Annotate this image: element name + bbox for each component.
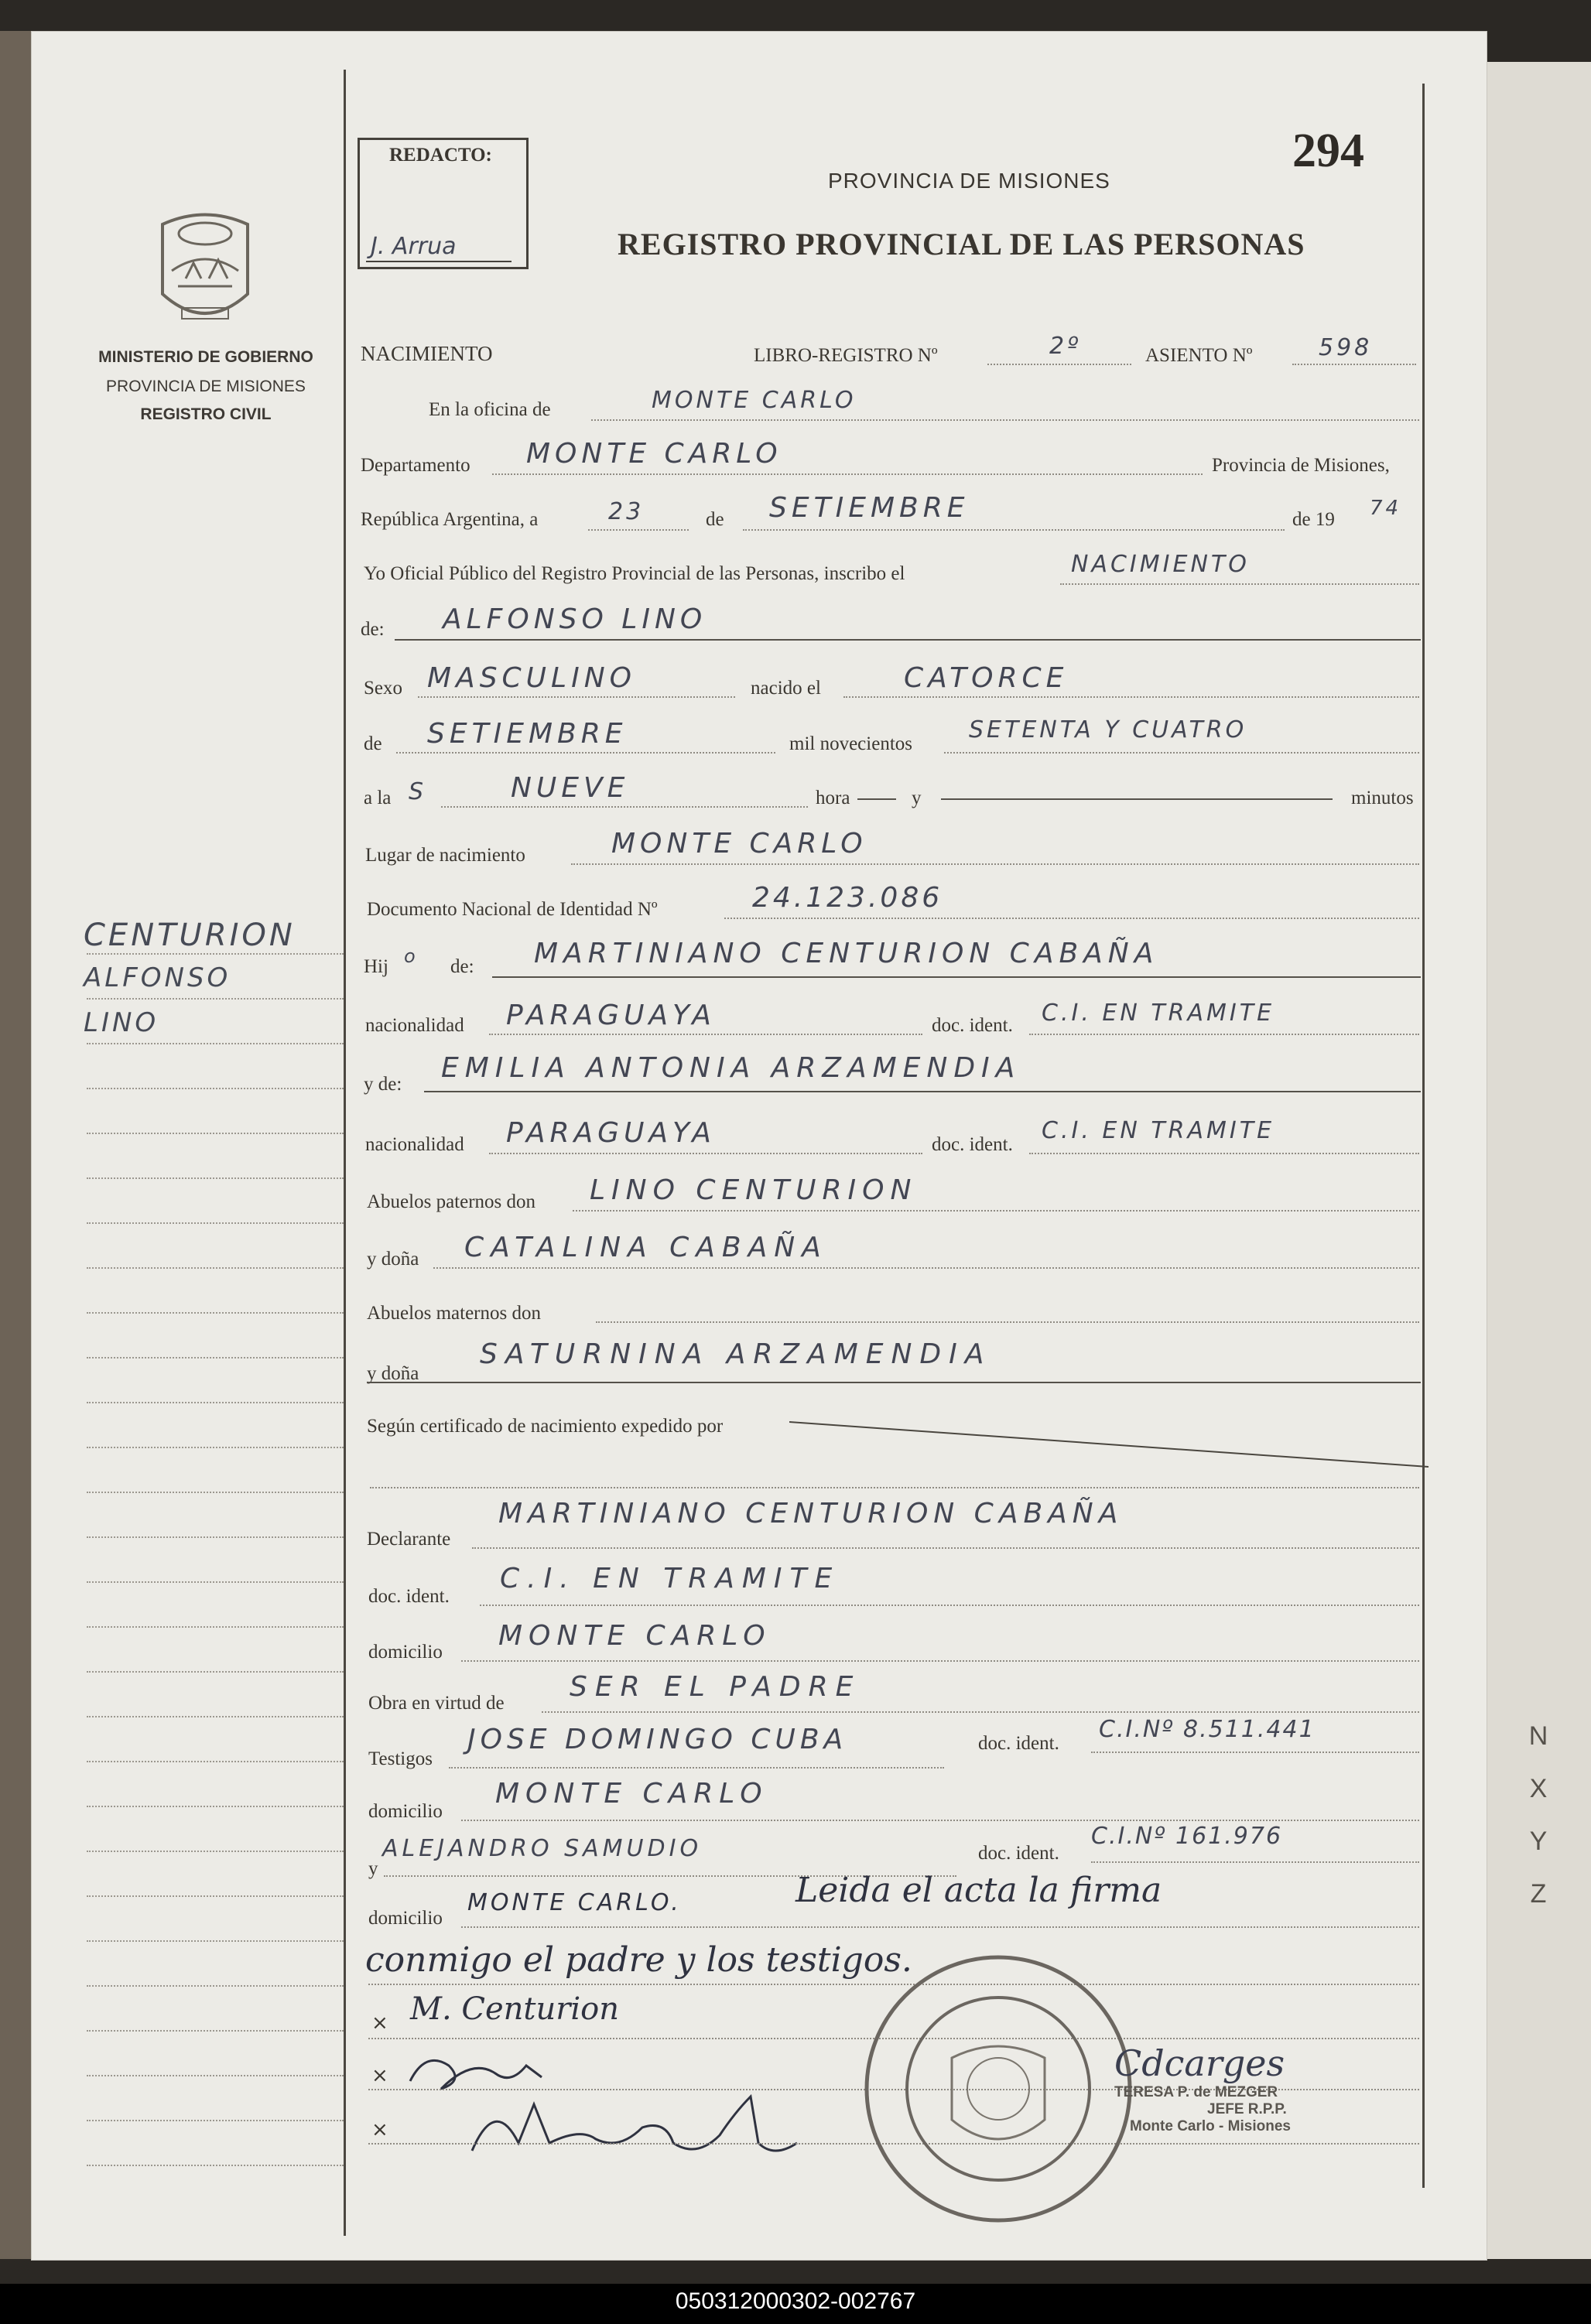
testigo2-doc: C.I.Nº 161.976 [1091, 1823, 1283, 1850]
mother-doc-line [1029, 1153, 1419, 1154]
father-nat-line [489, 1034, 922, 1035]
sexo-value: MASCULINO [427, 662, 636, 694]
index-tabs [1523, 1710, 1554, 1920]
mother-nationality: PARAGUAYA [506, 1117, 716, 1149]
ministry-line-1: MINISTERIO DE GOBIERNO [98, 348, 313, 366]
mil-line [944, 752, 1419, 754]
minutos-label: minutos [1351, 788, 1414, 808]
margin-note-line-2: ALFONSO [84, 962, 231, 993]
sexo-line [418, 696, 735, 698]
mother-doc: C.I. EN TRAMITE [1042, 1117, 1275, 1144]
book-spine [0, 31, 31, 2259]
official-signature: Cdcarges [1114, 2042, 1285, 2084]
left-rule [344, 70, 346, 2236]
testigo1-name: JOSE DOMINGO CUBA [467, 1724, 848, 1755]
certificado-strike [789, 1416, 1432, 1470]
alas-s: S [409, 778, 427, 805]
decl-doc-line [480, 1605, 1419, 1606]
oficial-line [1060, 583, 1419, 585]
oficial-label: Yo Oficial Público del Registro Provincial de las Personas, inscribo el [364, 563, 905, 584]
asiento-line [1292, 364, 1416, 365]
signature-x-2: × [371, 2064, 388, 2087]
ab-pat-value: LINO CENTURION [590, 1174, 918, 1206]
child-name: ALFONSO LINO [443, 603, 707, 635]
testigos-label: Testigos [368, 1748, 433, 1769]
oficina-label: En la oficina de [429, 399, 551, 420]
ministry-line-2: PROVINCIA DE MISIONES [106, 378, 306, 395]
index-tab-y: Y [1529, 1827, 1548, 1856]
oficina-value: MONTE CARLO [652, 387, 857, 414]
mil-label: mil novecientos [789, 733, 912, 754]
hijo-de-label: de: [450, 956, 474, 977]
testigo2-name: ALEJANDRO SAMUDIO [382, 1835, 703, 1862]
republica-label: República Argentina, a [361, 509, 539, 530]
redacto-label: REDACTO: [389, 145, 492, 166]
registry-title: REGISTRO PROVINCIAL DE LAS PERSONAS [618, 227, 1305, 261]
final-dom-value: MONTE CARLO. [467, 1889, 682, 1916]
ab-mat-line [596, 1321, 1419, 1323]
hijo-o: o [404, 945, 419, 967]
dni-value: 24.123.086 [752, 882, 943, 914]
mother-doc-label: doc. ident. [932, 1134, 1013, 1155]
lugar-value: MONTE CARLO [611, 828, 867, 860]
ab-pat-dona-label: y doña [367, 1249, 419, 1270]
redacto-underline [366, 261, 512, 262]
testigo1-doc: C.I.Nº 8.511.441 [1099, 1716, 1316, 1743]
testigo2-doc-label: doc. ident. [978, 1843, 1059, 1864]
departamento-label: Departamento [361, 455, 470, 476]
mother-line [424, 1091, 1421, 1092]
obra-value: SER EL PADRE [570, 1671, 861, 1703]
obra-label: Obra en virtud de [368, 1693, 505, 1714]
province-heading: PROVINCIA DE MISIONES [828, 169, 1110, 193]
obra-line [542, 1711, 1419, 1713]
name-line [395, 639, 1421, 641]
de-colon-label: de: [361, 619, 385, 640]
libro-line [987, 364, 1131, 365]
libro-label: LIBRO-REGISTRO Nº [754, 345, 938, 366]
coat-of-arms-icon [147, 209, 263, 333]
index-tab-n: N [1528, 1721, 1548, 1751]
testigo1-dom-label: domicilio [368, 1801, 443, 1822]
ab-mat-dona-value: SATURNINA ARZAMENDIA [480, 1338, 992, 1370]
oficina-line [591, 419, 1419, 421]
decl-dom-line [461, 1660, 1419, 1662]
mother-nat-label: nacionalidad [365, 1134, 464, 1155]
hora-dash [857, 798, 896, 800]
margin-note-line-1: CENTURION [84, 918, 296, 953]
oficial-value: NACIMIENTO [1071, 551, 1250, 578]
testigo1-dom: MONTE CARLO [495, 1778, 768, 1810]
ab-pat-line [573, 1210, 1419, 1212]
lugar-line [571, 863, 1419, 865]
father-name: MARTINIANO CENTURION CABAÑA [534, 938, 1159, 969]
official-stamp-place: Monte Carlo - Misiones [1130, 2118, 1291, 2134]
mother-name: EMILIA ANTONIA ARZAMENDIA [441, 1052, 1021, 1084]
father-nationality: PARAGUAYA [506, 1000, 716, 1031]
redacto-box [358, 138, 529, 269]
hora-label: hora [816, 788, 850, 808]
minutos-line [941, 798, 1333, 800]
y-label: y [912, 788, 922, 808]
alas-label: a la [364, 788, 392, 808]
redacto-name: J. Arrua [371, 233, 457, 260]
nacido-line [843, 696, 1419, 698]
ab-mat-dona-label: y doña [367, 1363, 419, 1384]
ministry-line-3: REGISTRO CIVIL [140, 405, 272, 423]
footer-id: 050312000302-002767 [675, 2288, 916, 2314]
asiento-label: ASIENTO Nº [1145, 345, 1253, 366]
signature-x-3: × [371, 2118, 388, 2141]
ab-pat-dona-line [433, 1267, 1419, 1269]
hora-line [441, 806, 808, 808]
nacido-label: nacido el [751, 678, 821, 699]
mother-nat-line [489, 1153, 922, 1154]
departamento-line [492, 473, 1203, 475]
yde-label: y de: [364, 1074, 402, 1095]
testigo1-doc-label: doc. ident. [978, 1733, 1059, 1754]
page-number: 294 [1292, 125, 1364, 177]
day-value: 23 [608, 498, 645, 525]
ab-mat-label: Abuelos maternos don [367, 1303, 541, 1324]
official-stamp-title: JEFE R.P.P. [1207, 2101, 1287, 2117]
dni-line [724, 918, 1419, 919]
testigo2-doc-line [1091, 1861, 1419, 1863]
sexo-label: Sexo [364, 678, 402, 699]
closing-line-1: Leida el acta la firma [796, 1871, 1162, 1910]
birth-month-line [396, 752, 775, 754]
witness-signature-2 [464, 2081, 851, 2166]
certificado-line-2 [370, 1487, 1419, 1488]
testigo1-dom-line [461, 1820, 1419, 1821]
signature-x-1: × [371, 2011, 388, 2035]
father-line [492, 976, 1421, 978]
right-rule [1422, 84, 1425, 2188]
father-doc-label: doc. ident. [932, 1015, 1013, 1036]
year-value: 74 [1370, 497, 1402, 520]
declarante-value: MARTINIANO CENTURION CABAÑA [498, 1498, 1124, 1529]
official-signature-block [1114, 2042, 1439, 2135]
record-type: NACIMIENTO [361, 342, 493, 365]
ab-pat-dona-value: CATALINA CABAÑA [464, 1232, 828, 1263]
provincia-label: Provincia de Misiones, [1212, 455, 1390, 476]
lugar-label: Lugar de nacimiento [365, 845, 525, 866]
month-value: SETIEMBRE [769, 492, 970, 524]
final-dom-line [461, 1926, 1419, 1928]
page-edges [1486, 62, 1591, 2259]
libro-value: 2º [1049, 333, 1082, 360]
official-seal-stamp-icon [859, 1950, 1138, 2228]
index-tab-x: X [1529, 1774, 1548, 1803]
ab-mat-dona-line [367, 1382, 1421, 1383]
final-dom-label: domicilio [368, 1908, 443, 1929]
testigo2-y: y [368, 1858, 378, 1879]
father-signature: M. Centurion [410, 1991, 620, 2027]
hijo-label: Hij [364, 956, 388, 977]
official-stamp-name: TERESA P. de MEZGER [1114, 2084, 1278, 2100]
asiento-value: 598 [1319, 334, 1373, 361]
decl-doc-value: C.I. EN TRAMITE [500, 1563, 840, 1594]
testigo1-line [449, 1767, 944, 1769]
father-doc-line [1029, 1034, 1419, 1035]
testigo1-doc-line [1091, 1752, 1419, 1753]
margin-note-line-3: LINO [84, 1007, 159, 1038]
month-line [743, 529, 1285, 531]
certificado-label: Según certificado de nacimiento expedido por [367, 1416, 724, 1437]
de-label: de [706, 509, 724, 530]
decl-dom-value: MONTE CARLO [498, 1620, 772, 1652]
de2-label: de [364, 733, 382, 754]
ab-pat-label: Abuelos paternos don [367, 1191, 536, 1212]
father-nat-label: nacionalidad [365, 1015, 464, 1036]
day-line [588, 529, 689, 531]
declarante-label: Declarante [367, 1529, 451, 1550]
decl-dom-label: domicilio [368, 1642, 443, 1663]
departamento-value: MONTE CARLO [526, 438, 782, 470]
birth-month-value: SETIEMBRE [427, 718, 628, 750]
closing-line-2: conmigo el padre y los testigos. [365, 1940, 912, 1980]
nacido-value: CATORCE [904, 662, 1069, 694]
de19-label: de 19 [1292, 509, 1335, 530]
decl-doc-label: doc. ident. [368, 1586, 450, 1607]
hora-value: NUEVE [511, 772, 630, 804]
father-doc: C.I. EN TRAMITE [1042, 1000, 1275, 1027]
dni-label: Documento Nacional de Identidad Nº [367, 899, 658, 920]
declarante-line [472, 1547, 1419, 1549]
mil-value: SETENTA Y CUATRO [969, 716, 1247, 743]
index-tab-z: Z [1530, 1879, 1547, 1909]
